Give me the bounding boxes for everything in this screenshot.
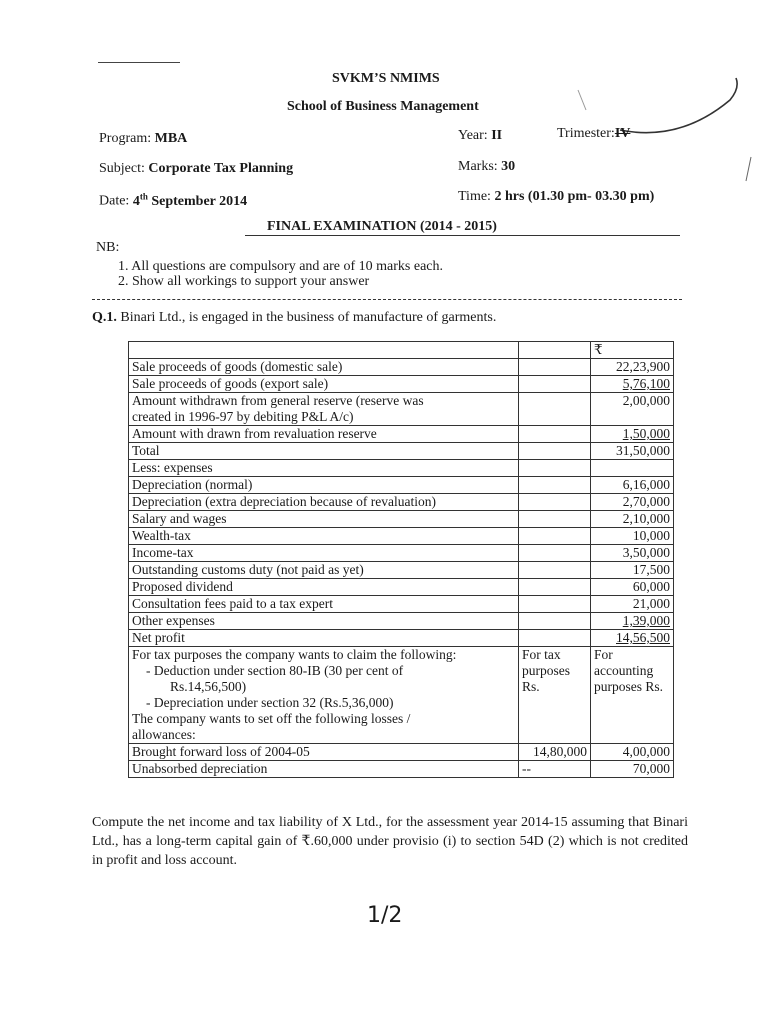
row-value: 21,000 bbox=[591, 596, 674, 613]
page-number: 1/2 bbox=[367, 903, 403, 928]
row-label-line1: Amount withdrawn from general reserve (reserve was bbox=[132, 393, 424, 408]
row-label: Depreciation (normal) bbox=[129, 477, 519, 494]
question-number: Q.1. bbox=[92, 310, 117, 325]
margin-tick-mark bbox=[743, 155, 755, 185]
table-row bbox=[129, 426, 674, 443]
table-row bbox=[129, 528, 674, 545]
table-row bbox=[129, 443, 674, 460]
table-row bbox=[129, 494, 674, 511]
row-value: 1,39,000 bbox=[591, 613, 674, 630]
row-value: 14,56,500 bbox=[591, 630, 674, 647]
date-suffix: th bbox=[139, 191, 148, 201]
table-row bbox=[129, 613, 674, 630]
subject-value: Corporate Tax Planning bbox=[148, 161, 294, 176]
row-label: Net profit bbox=[129, 630, 519, 647]
table-row bbox=[129, 596, 674, 613]
program-line bbox=[99, 131, 187, 147]
instruction-paragraph: Compute the net income and tax liability of X Ltd., for the assessment year 2014-15 assuming that Binari Ltd., has a long-term capital gain of ₹.60,000 under provisio (i) to section 54D (2) which is not credited in profit and loss account. bbox=[92, 815, 688, 868]
year-line bbox=[458, 128, 502, 144]
loss-accounting: 4,00,000 bbox=[591, 744, 674, 761]
marks-value: 30 bbox=[501, 159, 516, 174]
row-label: Other expenses bbox=[129, 613, 519, 630]
row-label: Outstanding customs duty (not paid as yet) bbox=[129, 562, 519, 579]
date-line bbox=[99, 191, 247, 210]
subject-line bbox=[99, 161, 293, 177]
table-row bbox=[129, 647, 674, 744]
date-label: Date: bbox=[99, 193, 130, 209]
row-value bbox=[591, 460, 674, 477]
row-value: 31,50,000 bbox=[591, 443, 674, 460]
time-line bbox=[458, 189, 654, 205]
table-row bbox=[129, 460, 674, 477]
financial-table bbox=[128, 341, 674, 778]
trimester-label: Trimester: bbox=[557, 126, 615, 141]
row-value: 22,23,900 bbox=[591, 359, 674, 376]
setoff-line2: allowances: bbox=[132, 727, 196, 742]
row-label: Total bbox=[129, 443, 519, 460]
row-label: Income-tax bbox=[129, 545, 519, 562]
time-label: Time: bbox=[458, 189, 491, 204]
row-value: 10,000 bbox=[591, 528, 674, 545]
row-value: 60,000 bbox=[591, 579, 674, 596]
row-label: Consultation fees paid to a tax expert bbox=[129, 596, 519, 613]
table-row bbox=[129, 511, 674, 528]
col-accounting-purposes: For accounting purposes Rs. bbox=[591, 647, 674, 744]
marks-label: Marks: bbox=[458, 159, 498, 174]
loss-tax: -- bbox=[519, 761, 591, 778]
row-label: Amount with drawn from revaluation reserve bbox=[129, 426, 519, 443]
loss-label: Unabsorbed depreciation bbox=[129, 761, 519, 778]
table-row bbox=[129, 359, 674, 376]
table-row bbox=[129, 562, 674, 579]
subject-label: Subject: bbox=[99, 161, 145, 176]
row-value: 6,16,000 bbox=[591, 477, 674, 494]
row-label-line2: created in 1996-97 by debiting P&L A/c) bbox=[132, 409, 354, 424]
row-label: Sale proceeds of goods (export sale) bbox=[129, 376, 519, 393]
table-row bbox=[129, 393, 674, 426]
trimester-line bbox=[557, 126, 630, 142]
row-label: Depreciation (extra depreciation because of revaluation) bbox=[129, 494, 519, 511]
row-value: 5,76,100 bbox=[591, 376, 674, 393]
title-rule bbox=[245, 235, 680, 236]
institute-name: SVKM’S NMIMS bbox=[332, 71, 440, 86]
table-row bbox=[129, 579, 674, 596]
loss-accounting: 70,000 bbox=[591, 761, 674, 778]
setoff-line1: The company wants to set off the following losses / bbox=[132, 711, 411, 726]
dashed-separator bbox=[92, 299, 682, 300]
loss-label: Brought forward loss of 2004-05 bbox=[129, 744, 519, 761]
question-text: Binari Ltd., is engaged in the business of manufacture of garments. bbox=[120, 310, 497, 325]
year-label: Year: bbox=[458, 128, 488, 143]
nb-label: NB: bbox=[96, 240, 120, 255]
row-value: 17,500 bbox=[591, 562, 674, 579]
table-row bbox=[129, 477, 674, 494]
claim-item-2: - Depreciation under section 32 (Rs.5,36,000) bbox=[146, 695, 394, 710]
school-name: School of Business Management bbox=[287, 99, 479, 114]
currency-header: ₹ bbox=[591, 342, 674, 359]
row-label: Proposed dividend bbox=[129, 579, 519, 596]
time-value: 2 hrs (01.30 pm- 03.30 pm) bbox=[494, 189, 655, 204]
table-row bbox=[129, 545, 674, 562]
program-value: MBA bbox=[154, 131, 188, 146]
row-label: Less: expenses bbox=[129, 460, 519, 477]
nb-item-2: 2. Show all workings to support your answer bbox=[118, 274, 370, 289]
claims-intro: For tax purposes the company wants to claim the following: bbox=[132, 647, 457, 662]
table-row bbox=[129, 376, 674, 393]
row-label: Wealth-tax bbox=[129, 528, 519, 545]
program-label: Program: bbox=[99, 131, 152, 146]
row-label: Salary and wages bbox=[129, 511, 519, 528]
year-value: II bbox=[491, 128, 503, 143]
marks-line bbox=[458, 159, 515, 175]
table-row bbox=[129, 744, 674, 761]
col-tax-purposes: For tax purposes Rs. bbox=[519, 647, 591, 744]
question-line bbox=[92, 310, 496, 326]
date-rest: September 2014 bbox=[151, 193, 248, 209]
claim-item-1-line2: Rs.14,56,500) bbox=[170, 679, 247, 694]
row-value: 2,00,000 bbox=[591, 393, 674, 426]
row-value: 1,50,000 bbox=[591, 426, 674, 443]
table-row bbox=[129, 761, 674, 778]
row-value: 2,70,000 bbox=[591, 494, 674, 511]
row-value: 3,50,000 bbox=[591, 545, 674, 562]
row-value: 2,10,000 bbox=[591, 511, 674, 528]
trimester-value: IV bbox=[614, 126, 631, 141]
top-rule bbox=[98, 62, 180, 63]
date-day: 4 bbox=[132, 193, 140, 209]
row-label: Sale proceeds of goods (domestic sale) bbox=[129, 359, 519, 376]
table-row bbox=[129, 342, 674, 359]
exam-title: FINAL EXAMINATION (2014 - 2015) bbox=[267, 219, 497, 234]
loss-tax: 14,80,000 bbox=[519, 744, 591, 761]
table-row bbox=[129, 630, 674, 647]
nb-item-1: 1. All questions are compulsory and are of 10 marks each. bbox=[118, 259, 444, 274]
claim-item-1-line1: - Deduction under section 80-IB (30 per cent of bbox=[146, 663, 404, 678]
